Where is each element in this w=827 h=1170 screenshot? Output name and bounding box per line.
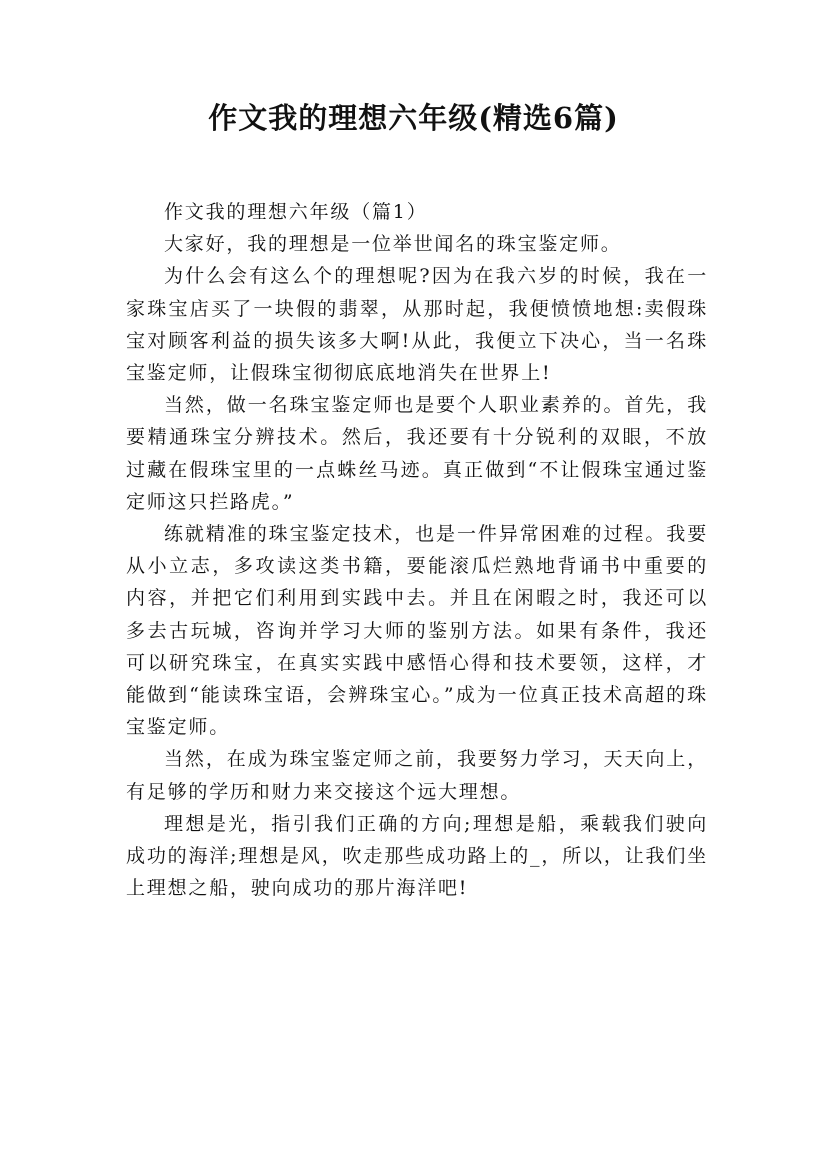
document-title: 作文我的理想六年级(精选6篇) xyxy=(208,101,619,135)
paragraph: 练就精准的珠宝鉴定技术，也是一件异常困难的过程。我要从小立志，多攻读这类书籍，要能滚瓜烂熟地背诵书中重要的内容，并把它们利用到实践中去。并且在闲暇之时，我还可以多去古玩城，咨询并学习大师的鉴别方法。如果有条件，我还可以研究珠宝，在真实实践中感悟心得和技术要领，这样，才能做到“能读珠宝语，会辨珠宝心。”成为一位真正技术高超的珠宝鉴定师。 xyxy=(126,523,708,739)
section-heading: 作文我的理想六年级（篇1） xyxy=(164,201,428,223)
document-body xyxy=(126,196,708,904)
paragraph: 当然，在成为珠宝鉴定师之前，我要努力学习，天天向上，有足够的学历和财力来交接这个远大理想。 xyxy=(126,748,708,803)
paragraph: 为什么会有这么个的理想呢?因为在我六岁的时候，我在一家珠宝店买了一块假的翡翠，从那时起，我便愤愤地想:卖假珠宝对顾客利益的损失该多大啊!从此，我便立下决心，当一名珠宝鉴定师，让假珠宝彻彻底底地消失在世界上! xyxy=(126,265,708,385)
paragraph: 当然，做一名珠宝鉴定师也是要个人职业素养的。首先，我要精通珠宝分辨技术。然后，我还要有十分锐利的双眼，不放过藏在假珠宝里的一点蛛丝马迹。真正做到“不让假珠宝通过鉴定师这只拦路虎。” xyxy=(126,394,708,513)
paragraph: 理想是光，指引我们正确的方向;理想是船，乘载我们驶向成功的海洋;理想是风，吹走那些成功路上的_，所以，让我们坐上理想之船，驶向成功的那片海洋吧! xyxy=(126,812,708,900)
paragraph: 大家好，我的理想是一位举世闻名的珠宝鉴定师。 xyxy=(164,233,622,256)
